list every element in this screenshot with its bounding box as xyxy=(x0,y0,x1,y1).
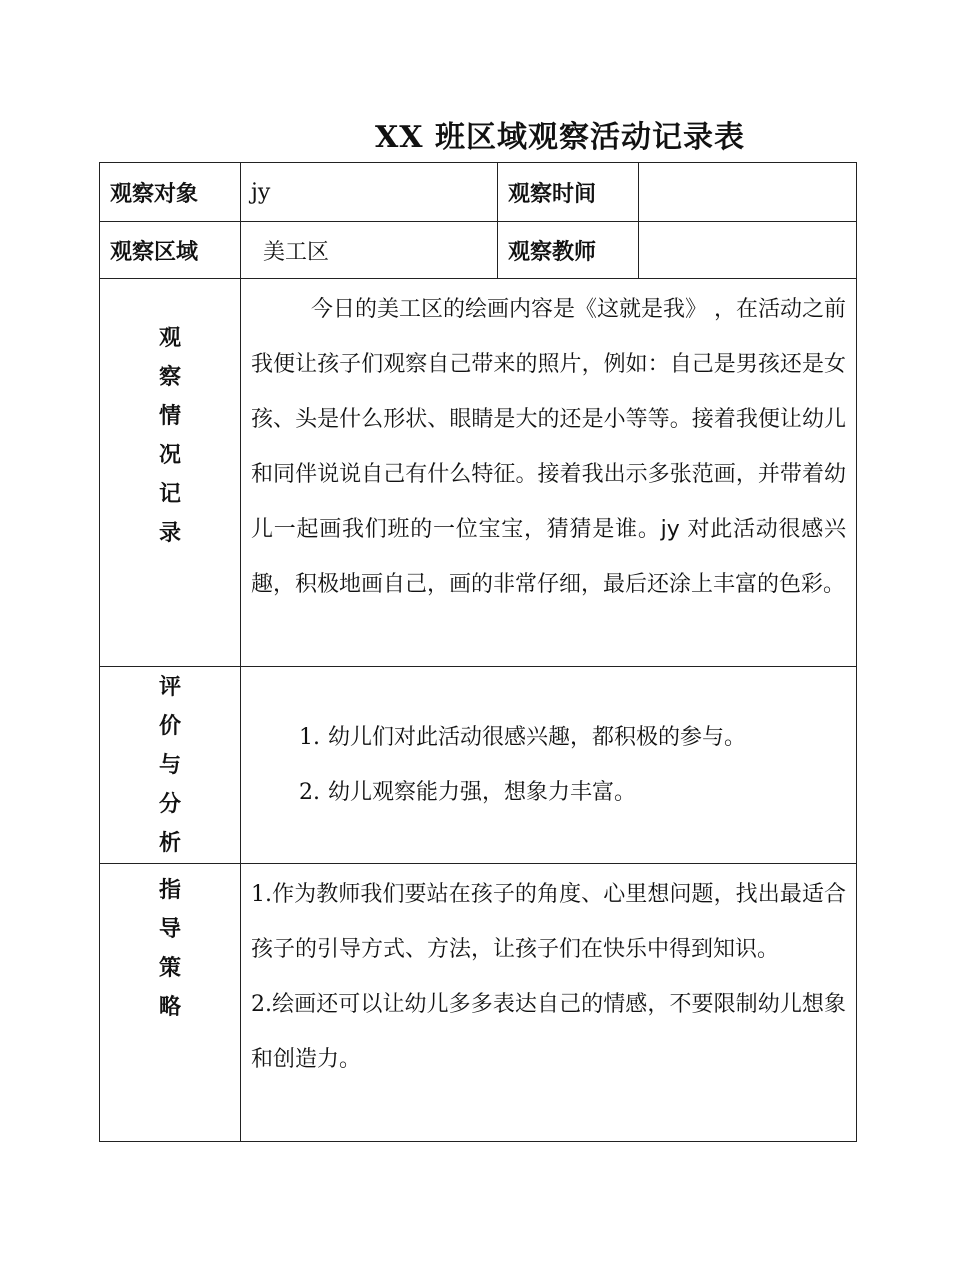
strategy-item xyxy=(251,977,846,1087)
row-subject-time xyxy=(100,163,857,222)
subject-label: 观察对象 xyxy=(100,163,241,222)
row-strategy xyxy=(100,864,857,1142)
evaluation-label-char: 价 xyxy=(158,713,181,739)
evaluation-label-char: 与 xyxy=(158,752,181,778)
observation-label xyxy=(100,279,241,667)
time-label: 观察时间 xyxy=(498,163,639,222)
time-value xyxy=(639,163,857,222)
evaluation-content xyxy=(241,667,857,864)
strategy-content xyxy=(241,864,857,1142)
observation-record xyxy=(241,279,857,667)
row-area-teacher xyxy=(100,222,857,279)
strategy-item-text: 作为教师我们要站在孩子的角度、心里想问题，找出最适合孩子的引导方式、方法，让孩子们在快乐中得到知识。 xyxy=(251,882,846,962)
teacher-label: 观察教师 xyxy=(498,222,639,279)
area-label: 观察区域 xyxy=(100,222,241,279)
strategy-label-char: 指 xyxy=(158,878,181,903)
strategy-item xyxy=(251,867,846,977)
evaluation-label-char: 分 xyxy=(158,791,181,817)
strategy-label-char: 策 xyxy=(158,956,181,981)
strategy-item-number: 1. xyxy=(251,882,272,907)
evaluation-item-text: 幼儿观察能力强，想象力丰富。 xyxy=(328,780,637,805)
evaluation-label-char: 评 xyxy=(158,674,181,700)
observation-label-char: 录 xyxy=(158,521,181,546)
strategy-item-text: 绘画还可以让幼儿多多表达自己的情感，不要限制幼儿想象和创造力。 xyxy=(251,992,846,1072)
strategy-label xyxy=(100,864,241,1142)
page-title: XX 班区域观察活动记录表 xyxy=(375,120,745,155)
evaluation-label xyxy=(100,667,241,864)
observation-label-char: 察 xyxy=(158,365,181,390)
observation-text: 今日的美工区的绘画内容是《这就是我》 ，在活动之前我便让孩子们观察自己带来的照片，例如：自己是男孩还是女孩、头是什么形状、眼睛是大的还是小等等。接着我便让幼儿和同伴说说自己有什么特征。接着我出示多张范画，并带着幼儿一起画我们班的一位宝宝，猜猜是谁。jy 对此活动很感兴趣，积极地画自己，画的非常仔细，最后还涂上丰富的色彩。 xyxy=(251,297,846,597)
observation-label-char: 记 xyxy=(158,482,181,507)
evaluation-item xyxy=(299,765,856,820)
evaluation-item-number: 2. xyxy=(299,780,320,805)
subject-value: jy xyxy=(241,163,498,222)
evaluation-label-char: 析 xyxy=(158,830,181,856)
strategy-item-number: 2. xyxy=(251,992,272,1017)
teacher-value xyxy=(639,222,857,279)
observation-label-char: 观 xyxy=(158,326,181,351)
strategy-label-char: 导 xyxy=(158,917,181,942)
row-evaluation xyxy=(100,667,857,864)
strategy-label-char: 略 xyxy=(158,995,181,1020)
observation-label-char: 况 xyxy=(158,443,181,468)
row-observation xyxy=(100,279,857,667)
evaluation-item-text: 幼儿们对此活动很感兴趣，都积极的参与。 xyxy=(328,725,747,750)
observation-label-char: 情 xyxy=(158,404,181,429)
evaluation-item-number: 1. xyxy=(299,725,320,750)
evaluation-item xyxy=(299,710,856,765)
record-table xyxy=(99,162,857,1142)
area-value: 美工区 xyxy=(241,222,498,279)
